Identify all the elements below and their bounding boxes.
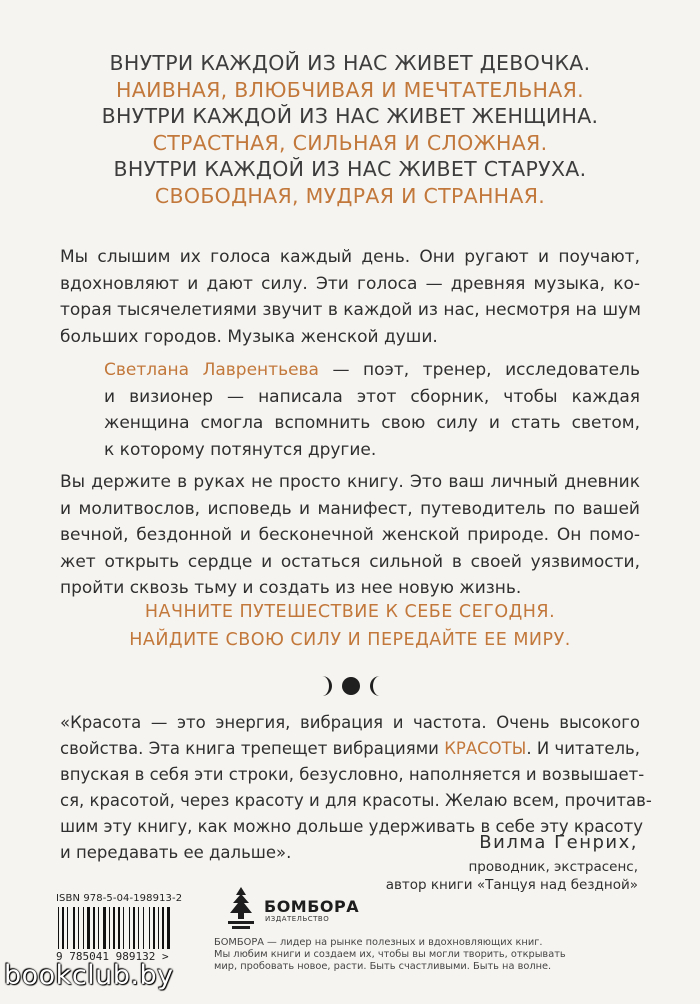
quote-line: ся, красотой, через красоту и для красоты. Желаю всем, прочитав- (60, 791, 652, 810)
barcode-bar (103, 907, 106, 949)
barcode-bar (109, 907, 110, 949)
lead-line-4: СТРАСТНАЯ, СИЛЬНАЯ И СЛОЖНАЯ. (152, 130, 548, 155)
barcode-icon (56, 907, 202, 949)
barcode-bar (87, 907, 90, 949)
quote-author: Вилма Генрих, (479, 832, 638, 853)
paragraph-line: к которому потянутся другие. (104, 439, 377, 460)
cta-line-2: НАЙДИТЕ СВОЮ СИЛУ И ПЕРЕДАЙТЕ ЕЕ МИРУ. (129, 630, 571, 650)
paragraph-line: жет открыть сердце и остаться сильной в своей уязвимости, (60, 551, 640, 572)
barcode-bar (83, 907, 84, 949)
paragraph-author (104, 357, 640, 463)
author-name: Светлана Лаврентьева (104, 360, 319, 380)
quote-line-part: свойства. Эта книга трепещет вибрациями (60, 739, 445, 758)
lead-block (40, 50, 660, 209)
paragraph-line: торая тысячелетиями звучит в каждой из нас, несмотря на шум (60, 300, 641, 320)
paragraph-line: Вы держите в руках не просто книгу. Это ваш личный дневник (60, 472, 640, 492)
barcode-bar (162, 907, 164, 949)
paragraph-line (104, 357, 640, 384)
paragraph-line: больших городов. Музыка женской души. (60, 326, 438, 347)
publisher-line: БОМБОРА — лидер на рынке полезных и вдохновляющих книг. (214, 937, 543, 948)
barcode-bar (158, 907, 159, 949)
quote-line: и передавать ее дальше». (60, 843, 292, 862)
barcode-bar (73, 907, 75, 949)
lead-line-1: ВНУТРИ КАЖДОЙ ИЗ НАС ЖИВЕТ ДЕВОЧКА. (109, 51, 591, 75)
barcode-bar (62, 907, 64, 949)
quote-line-part: . И читатель, (526, 739, 641, 758)
quote-line: «Красота — это энергия, вибрация и частота. Очень высокого (60, 713, 640, 732)
role-line: проводник, экстрасенс, (468, 859, 638, 875)
site-watermark: bookclub.by (4, 960, 174, 991)
publisher-blurb (214, 937, 654, 972)
publisher-line: Мы любим книги и создаем их, чтобы вы могли творить, открывать (214, 948, 566, 960)
barcode-bar (153, 907, 155, 949)
role-line: автор книги «Танцуя над бездной» (385, 877, 638, 893)
barcode-bar (143, 907, 144, 949)
paragraph-line: вдохновляют и дают силу. Эти голоса — древняя музыка, ко- (60, 273, 640, 294)
barcode-bar (98, 907, 99, 949)
paragraph-voices (60, 244, 640, 350)
cta-line-1: НАЧНИТЕ ПУТЕШЕСТВИЕ К СЕБЕ СЕГОДНЯ. (144, 602, 556, 622)
barcode-bar (149, 907, 150, 949)
lead-line-6: СВОБОДНАЯ, МУДРАЯ И СТРАННАЯ. (154, 183, 546, 208)
isbn: ISBN 978-5-04-198913-2 (56, 893, 183, 904)
bombora-logo-icon (222, 885, 260, 931)
lead-line-3: ВНУТРИ КАЖДОЙ ИЗ НАС ЖИВЕТ ЖЕНЩИНА. (101, 104, 599, 128)
barcode-bar (118, 907, 120, 949)
publisher-logo-subtitle: ИЗДАТЕЛЬСТВО (265, 915, 330, 923)
author-description: — поэт, тренер, исследователь (318, 360, 641, 380)
quote-author-role (386, 858, 638, 894)
quote-line (60, 736, 640, 762)
publisher-logo-name: БОМБОРА (264, 897, 360, 916)
quote-line: впуская в себя эти строки, безусловно, наполняется и возвышает- (60, 765, 645, 784)
barcode-bar (93, 907, 95, 949)
paragraph-line: женщина смогла вспомнить свою силу и стать светом, (104, 413, 640, 433)
barcode-bar (167, 907, 170, 949)
paragraph-line: пройти сквозь тьму и создать из нее новую жизнь. (60, 578, 522, 598)
barcode-bar (138, 907, 139, 949)
paragraph-line: вечной, бездонной и бесконечной женской природе. Он помо- (60, 525, 640, 545)
paragraph-line: и молитвослов, исповедь и манифест, путеводитель по вашей (60, 498, 640, 519)
quote-line: шим эту книгу, как можно дольше удерживать в себе эту красоту (60, 817, 644, 836)
barcode-bar (133, 907, 135, 949)
barcode-bar (113, 907, 115, 949)
paragraph-line: Мы слышим их голоса каждый день. Они ругают и поучают, (60, 247, 640, 267)
lead-line-5: ВНУТРИ КАЖДОЙ ИЗ НАС ЖИВЕТ СТАРУХА. (113, 157, 587, 181)
barcode-number: 9 785041 989132 > (56, 950, 169, 963)
barcode-bar (67, 907, 68, 949)
triple-moon-icon (320, 675, 382, 697)
barcode-bar (129, 907, 130, 949)
call-to-action (40, 598, 660, 654)
publisher-line: мир, пробовать новое, расти. Быть счастливыми. Быть на волне. (214, 960, 552, 972)
barcode-block (56, 893, 204, 963)
paragraph-book (60, 469, 640, 602)
paragraph-line: и визионер — написала этот сборник, чтобы каждая (104, 386, 640, 407)
barcode-bar (123, 907, 124, 949)
lead-line-2: НАИВНАЯ, ВЛЮБЧИВАЯ И МЕЧТАТЕЛЬНАЯ. (116, 77, 584, 102)
quote-highlight: КРАСОТЫ (444, 739, 527, 758)
barcode-bar (58, 907, 59, 949)
barcode-bar (78, 907, 79, 949)
